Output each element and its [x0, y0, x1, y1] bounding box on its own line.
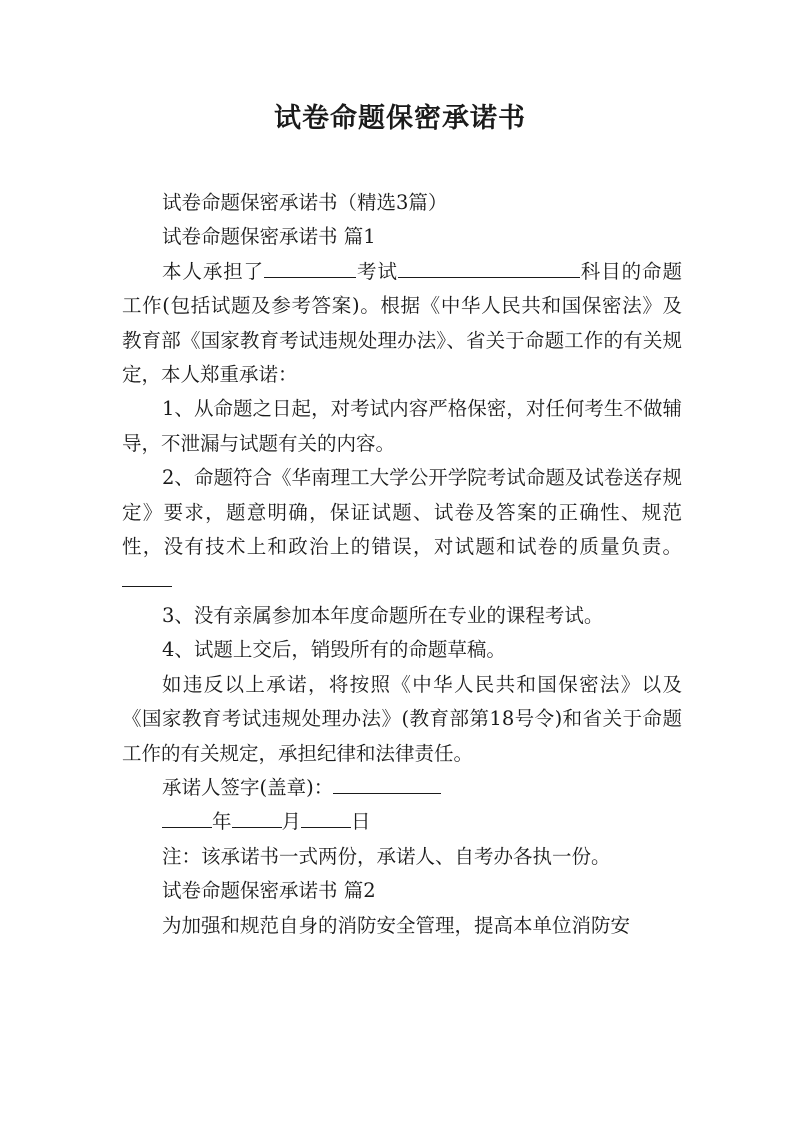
signature-line: [122, 771, 682, 805]
month-label: 月: [281, 810, 302, 834]
subject-name-blank: [398, 255, 580, 278]
commitment-item-1: 1、从命题之日起，对考试内容严格保密，对任何考生不做辅导，不泄漏与试题有关的内容。: [122, 397, 682, 455]
year-blank: [162, 805, 212, 828]
intro-text-b: 考试: [356, 259, 398, 283]
section-heading-2: 试卷命题保密承诺书 篇2: [162, 879, 376, 903]
part2-paragraph: 为加强和规范自身的消防安全管理，提高本单位消防安: [162, 913, 631, 937]
commitment-item-2-text: 2、命题符合《华南理工大学公开学院考试命题及试卷送存规定》要求，题意明确，保证试题、试卷及答案的正确性、规范性，没有技术上和政治上的错误，对试题和试卷的质量负责。: [122, 466, 682, 559]
intro-text-c: 科目的命题工作(包括试题及参考答案)。根据《中华人民共和国保密法》及教育部《国家教育考试违规处理办法》、省关于命题工作的有关规定，本人郑重承诺：: [122, 259, 682, 387]
violation-paragraph: 如违反以上承诺，将按照《中华人民共和国保密法》以及《国家教育考试违规处理办法》(教育部第18号令)和省关于命题工作的有关规定，承担纪律和法律责任。: [122, 672, 682, 765]
commitment-item-4: 4、试题上交后，销毁所有的命题草稿。: [162, 638, 506, 662]
day-blank: [301, 805, 351, 828]
month-blank: [232, 805, 282, 828]
signature-label: 承诺人签字(盖章)：: [162, 775, 334, 799]
document-title: 试卷命题保密承诺书: [274, 103, 526, 134]
date-line: [122, 805, 682, 839]
day-label: 日: [351, 810, 371, 834]
commitment-item-2: [122, 461, 682, 599]
exam-name-blank: [264, 255, 356, 278]
note-paragraph: 注：该承诺书一式两份，承诺人、自考办各执一份。: [162, 844, 611, 868]
year-label: 年: [212, 810, 232, 834]
item-2-blank: [122, 564, 172, 587]
commitment-item-3: 3、没有亲属参加本年度命题所在专业的课程考试。: [162, 603, 604, 627]
intro-text-a: 本人承担了: [162, 259, 265, 283]
section-heading-1: 试卷命题保密承诺书 篇1: [162, 225, 376, 249]
signature-blank: [333, 771, 441, 794]
subtitle: 试卷命题保密承诺书（精选3篇）: [162, 191, 448, 214]
document-body: [122, 186, 682, 943]
intro-paragraph: [122, 255, 682, 393]
